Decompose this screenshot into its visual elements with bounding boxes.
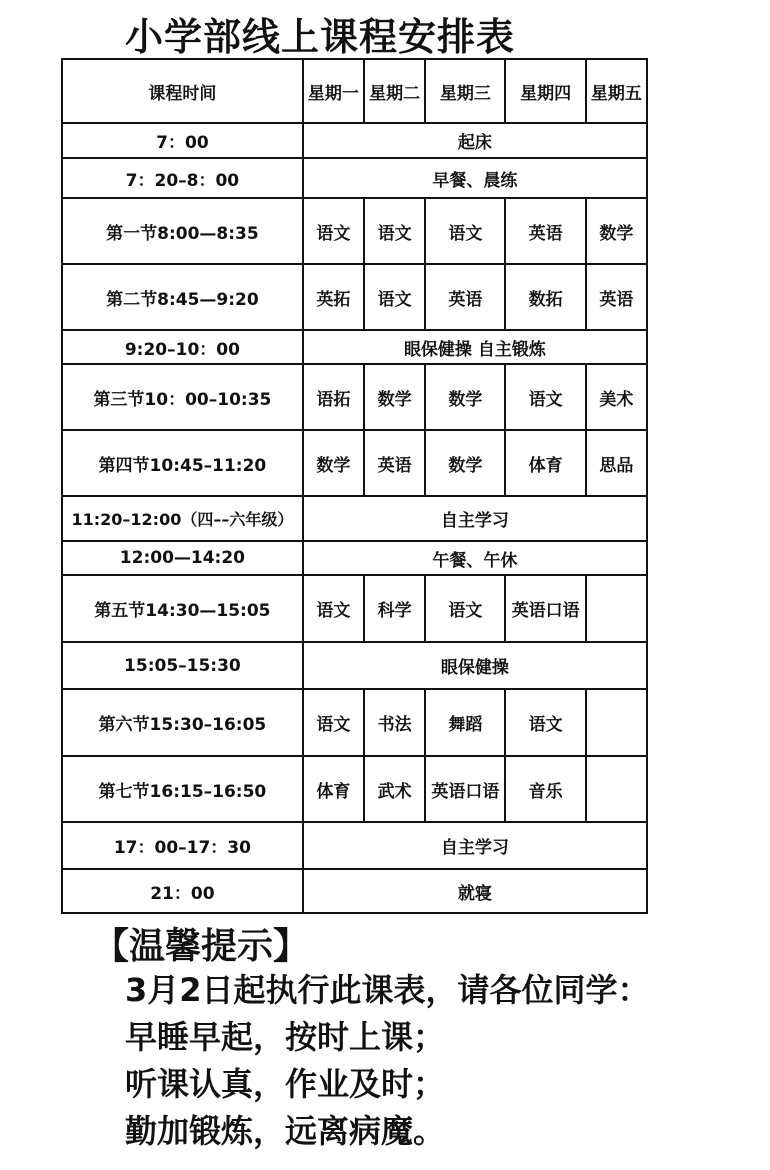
time-cell: 11:20–12:00（四––六年级） bbox=[62, 496, 303, 541]
activity-cell: 自主学习 bbox=[303, 822, 647, 869]
subject-cell: 数学 bbox=[425, 430, 505, 496]
table-row bbox=[62, 642, 647, 689]
time-cell: 7：20–8：00 bbox=[62, 158, 303, 198]
time-cell: 第六节15:30–16:05 bbox=[62, 689, 303, 756]
schedule-table bbox=[61, 58, 648, 914]
subject-cell: 书法 bbox=[364, 689, 425, 756]
subject-cell: 数拓 bbox=[505, 264, 585, 330]
activity-cell: 早餐、晨练 bbox=[303, 158, 647, 198]
header-cell-wed: 星期三 bbox=[425, 59, 505, 123]
time-cell: 7：00 bbox=[62, 123, 303, 158]
table-row bbox=[62, 541, 647, 575]
subject-cell: 语文 bbox=[505, 689, 585, 756]
subject-cell: 语文 bbox=[303, 689, 364, 756]
subject-cell: 语文 bbox=[425, 198, 505, 264]
subject-cell: 数学 bbox=[586, 198, 647, 264]
time-cell: 21：00 bbox=[62, 869, 303, 913]
table-row bbox=[62, 364, 647, 430]
table-row bbox=[62, 330, 647, 364]
subject-cell: 语文 bbox=[303, 198, 364, 264]
subject-cell: 英语 bbox=[364, 430, 425, 496]
header-cell-tue: 星期二 bbox=[364, 59, 425, 123]
subject-cell: 体育 bbox=[303, 756, 364, 822]
subject-cell: 英语 bbox=[505, 198, 585, 264]
subject-cell: 语文 bbox=[364, 264, 425, 330]
subject-cell: 舞蹈 bbox=[425, 689, 505, 756]
subject-cell bbox=[586, 689, 647, 756]
table-row bbox=[62, 496, 647, 541]
subject-cell: 英语 bbox=[586, 264, 647, 330]
subject-cell: 英语口语 bbox=[425, 756, 505, 822]
subject-cell: 英语口语 bbox=[505, 575, 585, 642]
time-cell: 第二节8:45—9:20 bbox=[62, 264, 303, 330]
subject-cell: 美术 bbox=[586, 364, 647, 430]
table-row bbox=[62, 575, 647, 642]
table-row bbox=[62, 123, 647, 158]
subject-cell: 思品 bbox=[586, 430, 647, 496]
tips-line: 勤加锻炼，远离病魔。 bbox=[125, 1112, 446, 1150]
time-cell: 第四节10:45–11:20 bbox=[62, 430, 303, 496]
subject-cell: 武术 bbox=[364, 756, 425, 822]
table-row bbox=[62, 264, 647, 330]
subject-cell: 英语 bbox=[425, 264, 505, 330]
header-cell-fri: 星期五 bbox=[586, 59, 647, 123]
subject-cell bbox=[586, 575, 647, 642]
table-row bbox=[62, 198, 647, 264]
tips-heading: 【温馨提示】 bbox=[93, 926, 310, 967]
subject-cell: 数学 bbox=[364, 364, 425, 430]
tips-line: 3月2日起执行此课表，请各位同学： bbox=[125, 971, 650, 1009]
time-cell: 第一节8:00—8:35 bbox=[62, 198, 303, 264]
page-title: 小学部线上课程安排表 bbox=[125, 15, 516, 59]
subject-cell: 英拓 bbox=[303, 264, 364, 330]
subject-cell: 语文 bbox=[364, 198, 425, 264]
subject-cell: 科学 bbox=[364, 575, 425, 642]
table-row bbox=[62, 822, 647, 869]
table-row bbox=[62, 430, 647, 496]
subject-cell: 数学 bbox=[303, 430, 364, 496]
tips-line: 早睡早起，按时上课； bbox=[125, 1018, 446, 1056]
subject-cell: 体育 bbox=[505, 430, 585, 496]
table-header-row bbox=[62, 59, 647, 123]
header-cell-thu: 星期四 bbox=[505, 59, 585, 123]
subject-cell: 音乐 bbox=[505, 756, 585, 822]
subject-cell bbox=[586, 756, 647, 822]
subject-cell: 语拓 bbox=[303, 364, 364, 430]
activity-cell: 午餐、午休 bbox=[303, 541, 647, 575]
activity-cell: 眼保健操 bbox=[303, 642, 647, 689]
activity-cell: 就寝 bbox=[303, 869, 647, 913]
subject-cell: 语文 bbox=[425, 575, 505, 642]
tips-line: 听课认真，作业及时； bbox=[125, 1065, 446, 1103]
time-cell: 第五节14:30—15:05 bbox=[62, 575, 303, 642]
subject-cell: 语文 bbox=[303, 575, 364, 642]
time-cell: 12:00—14:20 bbox=[62, 541, 303, 575]
table-row bbox=[62, 756, 647, 822]
header-cell-mon: 星期一 bbox=[303, 59, 364, 123]
subject-cell: 语文 bbox=[505, 364, 585, 430]
activity-cell: 起床 bbox=[303, 123, 647, 158]
activity-cell: 自主学习 bbox=[303, 496, 647, 541]
activity-cell: 眼保健操 自主锻炼 bbox=[303, 330, 647, 364]
time-cell: 9:20–10：00 bbox=[62, 330, 303, 364]
table-row bbox=[62, 158, 647, 198]
table-row bbox=[62, 689, 647, 756]
time-cell: 15:05–15:30 bbox=[62, 642, 303, 689]
header-cell-time: 课程时间 bbox=[62, 59, 303, 123]
time-cell: 第三节10：00–10:35 bbox=[62, 364, 303, 430]
time-cell: 第七节16:15–16:50 bbox=[62, 756, 303, 822]
table-row bbox=[62, 869, 647, 913]
time-cell: 17：00–17：30 bbox=[62, 822, 303, 869]
subject-cell: 数学 bbox=[425, 364, 505, 430]
